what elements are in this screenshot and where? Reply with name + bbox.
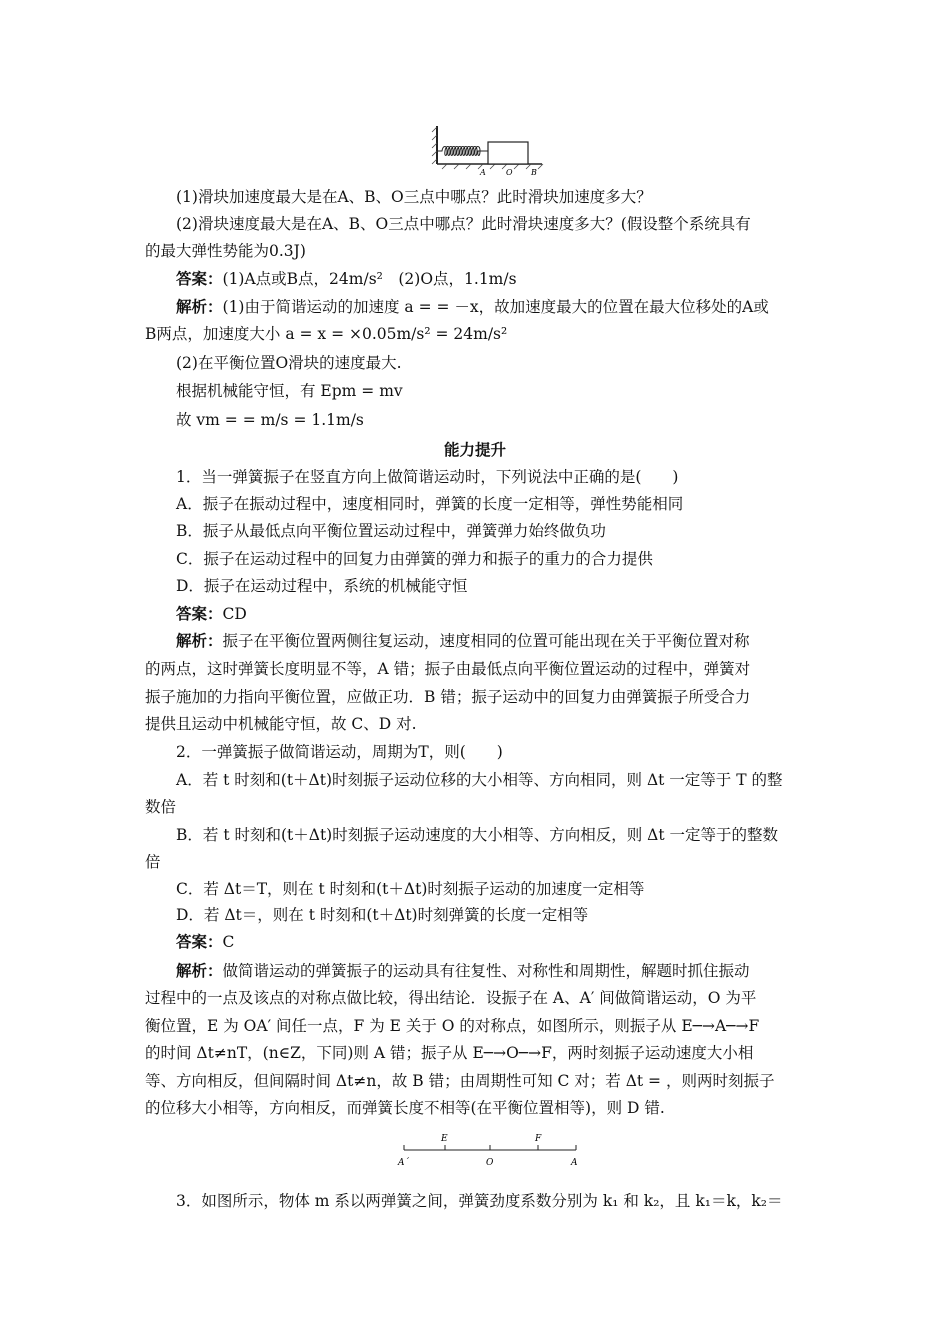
question-1: (1)滑块加速度最大是在A、B、O三点中哪点？此时滑块加速度多大？	[176, 188, 652, 206]
problem-1-option-c: C．振子在运动过程中的回复力由弹簧的弹力和振子的重力的合力提供	[176, 550, 653, 568]
question-2-line2: 的最大弹性势能为0.3J)	[145, 242, 306, 260]
question-2-line1: (2)滑块速度最大是在A、B、O三点中哪点？此时滑块速度多大？(假设整个系统具有	[176, 215, 751, 233]
problem-2-answer	[176, 932, 234, 952]
problem-2-option-b-line2: 倍	[145, 853, 161, 871]
label-O: O	[486, 1158, 494, 1168]
problem-2-explanation-line3: 衡位置，E 为 OA′ 间任一点，F 为 E 关于 O 的对称点，如图所示，则振子从 E─→A─→F	[145, 1017, 760, 1035]
problem-1-answer	[176, 604, 247, 624]
explanation-line4: 根据机械能守恒，有 Epm = mv	[176, 382, 403, 400]
answer-text: (1)A点或B点，24m/s² (2)O点，1.1m/s	[222, 270, 517, 288]
explanation-text: (1)由于简谐运动的加速度 a = = －x，故加速度最大的位置在最大位移处的A或	[222, 298, 769, 316]
answer-value: CD	[222, 605, 247, 623]
slider-block	[488, 142, 528, 164]
problem-1-explanation-line4: 提供且运动中机械能守恒，故 C、D 对.	[145, 715, 417, 733]
label-O: O	[506, 168, 513, 176]
problem-2-option-b-line1: B．若 t 时刻和(t＋Δt)时刻振子运动速度的大小相等、方向相反，则 Δt 一定等于的整数	[176, 826, 778, 844]
problem-2-explanation-line5: 等、方向相反，但间隔时间 Δt≠n，故 B 错；由周期性可知 C 对；若 Δt = ，则两时刻振子	[145, 1072, 775, 1090]
explanation-line5: 故 vm = = m/s = 1.1m/s	[176, 411, 364, 429]
explanation-label: 解析：	[176, 297, 223, 316]
problem-1-explanation-line2: 的两点，这时弹簧长度明显不等，A 错；振子由最低点向平衡位置运动的过程中，弹簧对	[145, 660, 751, 678]
problem-1-option-b: B．振子从最低点向平衡位置运动过程中，弹簧弹力始终做负功	[176, 522, 606, 540]
explanation-label: 解析：	[176, 631, 223, 650]
problem-2-option-a-line2: 数倍	[145, 798, 177, 816]
label-A: A	[571, 1158, 578, 1168]
problem-2-stem: 2．一弹簧振子做简谐运动，周期为T，则( )	[176, 743, 503, 761]
problem-1-stem: 1．当一弹簧振子在竖直方向上做简谐运动时，下列说法中正确的是( )	[176, 468, 679, 486]
problem-1-option-a: A．振子在振动过程中，速度相同时，弹簧的长度一定相等，弹性势能相同	[176, 495, 684, 513]
problem-2-option-d: D．若 Δt＝，则在 t 时刻和(t＋Δt)时刻弹簧的长度一定相等	[176, 906, 589, 924]
oscillation-line-figure	[392, 1130, 592, 1172]
label-A-prime: A´	[398, 1158, 409, 1168]
explanation-line1	[176, 297, 769, 317]
label-E: E	[441, 1134, 448, 1144]
answer-line	[176, 269, 517, 289]
explanation-line3: (2)在平衡位置O滑块的速度最大.	[176, 354, 402, 372]
problem-3-stem: 3．如图所示，物体 m 系以两弹簧之间，弹簧劲度系数分别为 k₁ 和 k₂，且 k₁＝k，k₂＝	[176, 1192, 783, 1210]
problem-1-explanation-line3: 振子施加的力指向平衡位置，应做正功．B 错；振子运动中的回复力由弹簧振子所受合力	[145, 688, 751, 706]
explanation-text: 做简谐运动的弹簧振子的运动具有往复性、对称性和周期性，解题时抓住振动	[222, 962, 750, 980]
answer-value: C	[222, 933, 235, 951]
problem-2-explanation-line6: 的位移大小相等，方向相反，而弹簧长度不相等(在平衡位置相等)，则 D 错.	[145, 1099, 665, 1117]
answer-label: 答案：	[176, 604, 223, 623]
problem-2-option-a-line1: A．若 t 时刻和(t＋Δt)时刻振子运动位移的大小相等、方向相同，则 Δt 一定等于 T 的整	[176, 771, 783, 789]
problem-2-explanation-line4: 的时间 Δt≠nT，(n∈Z，下同)则 A 错；振子从 E─→O─→F，两时刻振子运动速度大小相	[145, 1044, 754, 1062]
explanation-line2: B两点，加速度大小 a = x = ×0.05m/s² = 24m/s²	[145, 325, 508, 343]
label-F: F	[535, 1134, 542, 1144]
label-A: A	[480, 168, 486, 176]
spring-coil	[437, 147, 488, 156]
problem-1-option-d: D．振子在运动过程中，系统的机械能守恒	[176, 577, 468, 595]
problem-1-explanation-line1	[176, 631, 750, 651]
spring-oscillator-figure	[430, 124, 550, 176]
problem-2-explanation-line2: 过程中的一点及该点的对称点做比较，得出结论．设振子在 A、A′ 间做简谐运动，O 为平	[145, 989, 757, 1007]
section-title: 能力提升	[443, 440, 506, 459]
problem-2-option-c: C．若 Δt＝T，则在 t 时刻和(t＋Δt)时刻振子运动的加速度一定相等	[176, 880, 645, 898]
explanation-label: 解析：	[176, 961, 223, 980]
label-B: B	[531, 168, 537, 176]
problem-2-explanation-line1	[176, 961, 750, 981]
answer-label: 答案：	[176, 269, 223, 288]
explanation-text: 振子在平衡位置两侧往复运动，速度相同的位置可能出现在关于平衡位置对称	[222, 632, 750, 650]
answer-label: 答案：	[176, 932, 223, 951]
